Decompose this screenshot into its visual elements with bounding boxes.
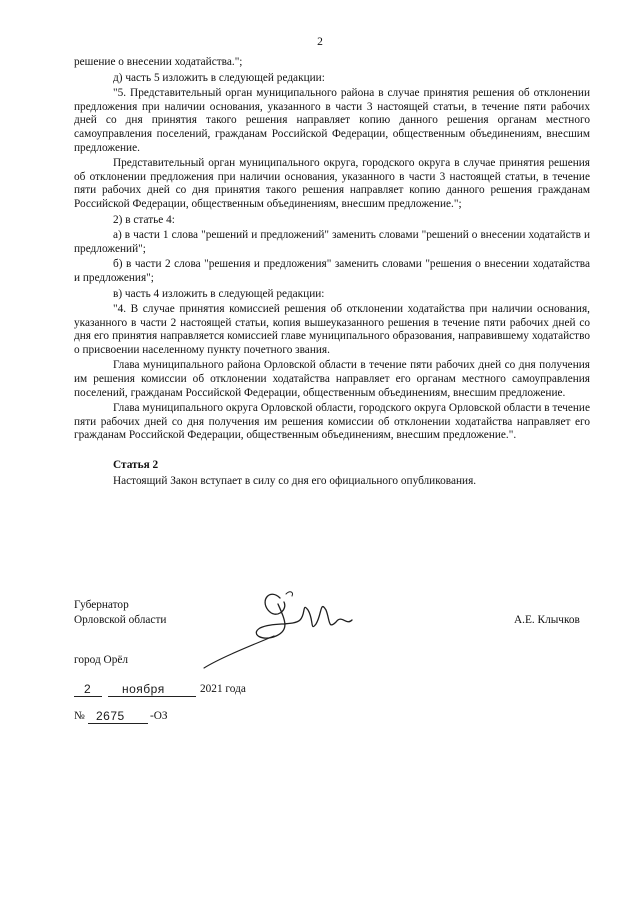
signatory-title-line: Орловской области (74, 614, 167, 626)
page-number: 2 (317, 36, 323, 48)
article-title: Статья 2 (113, 459, 159, 472)
paragraph: решение о внесении ходатайства."; (74, 56, 243, 68)
paragraph: Глава муниципального района Орловской области в течение пяти рабочих дней со дня получения им решения комиссии об отклонении ходатайства направляет его органам местного самоуправления поселений, гражданам Российской Федерации, общественным объединениям, внесшим предложение. (74, 359, 590, 399)
paragraph: б) в части 2 слова "решения и предложения" заменить словами "решения о внесении ходатайства и предложения"; (74, 258, 590, 284)
law-number-value: 2675 (96, 709, 125, 723)
law-number-suffix: -ОЗ (150, 710, 168, 722)
day-underline (74, 696, 102, 697)
paragraph: в) часть 4 изложить в следующей редакции: (113, 287, 325, 300)
paragraph: Глава муниципального округа Орловской области, городского округа Орловской области в течение пяти рабочих дней со дня получения им решения комиссии об отклонении ходатайства направляет его гражданам Российской Федерации, общественным объединениям, внесшим предложение.". (74, 402, 590, 442)
paragraph: "5. Представительный орган муниципального района в случае принятия решения об отклонении предложения при наличии основания, указанного в части 3 настоящей статьи, в течение пяти рабочих дней со дня принятия такого решения направляет копию данного решения органам местного самоуправления поселений, гражданам Российской Федерации, общественным объединениям, внесшим предложение. (74, 87, 590, 154)
paragraph: а) в части 1 слова "решений и предложений" заменить словами "решений о внесении ходатайств и предложений"; (74, 229, 590, 255)
signatory-name: А.Е. Клычков (514, 614, 580, 626)
signatory-title (74, 598, 166, 628)
date-month: ноября (122, 682, 165, 696)
paragraph: "4. В случае принятия комиссией решения об отклонении ходатайства при наличии основания, указанного в части 2 настоящей статьи, копия вышеуказанного решения в течение пяти рабочих дней со дня его принятия направляется комиссией главе муниципального образования, направившему ходатайство о присвоении населенному пункту почетного звания. (74, 303, 590, 356)
paragraph: 2) в статье 4: (113, 213, 175, 226)
law-number (74, 709, 274, 727)
paragraph: Представительный орган муниципального округа, городского округа в случае принятия решения об отклонении предложения при наличии основания, указанного в части 3 настоящей статьи, в течение пяти рабочих дней со дня принятия такого решения направляет копию данного решения гражданам Российской Федерации, общественным объединениям, внесшим предложение."; (74, 157, 590, 210)
paragraph: д) часть 5 изложить в следующей редакции: (113, 71, 325, 84)
date-year: 2021 года (200, 683, 246, 695)
city: город Орёл (74, 654, 129, 666)
handwritten-signature (190, 580, 360, 670)
number-underline (88, 723, 148, 724)
signatory-title-line: Губернатор (74, 599, 129, 611)
date-day: 2 (84, 682, 92, 696)
number-sign: № (74, 710, 85, 722)
article-text: Настоящий Закон вступает в силу со дня его официального опубликования. (113, 474, 477, 487)
document-body (74, 56, 590, 490)
month-underline (108, 696, 196, 697)
signing-date (74, 682, 274, 700)
